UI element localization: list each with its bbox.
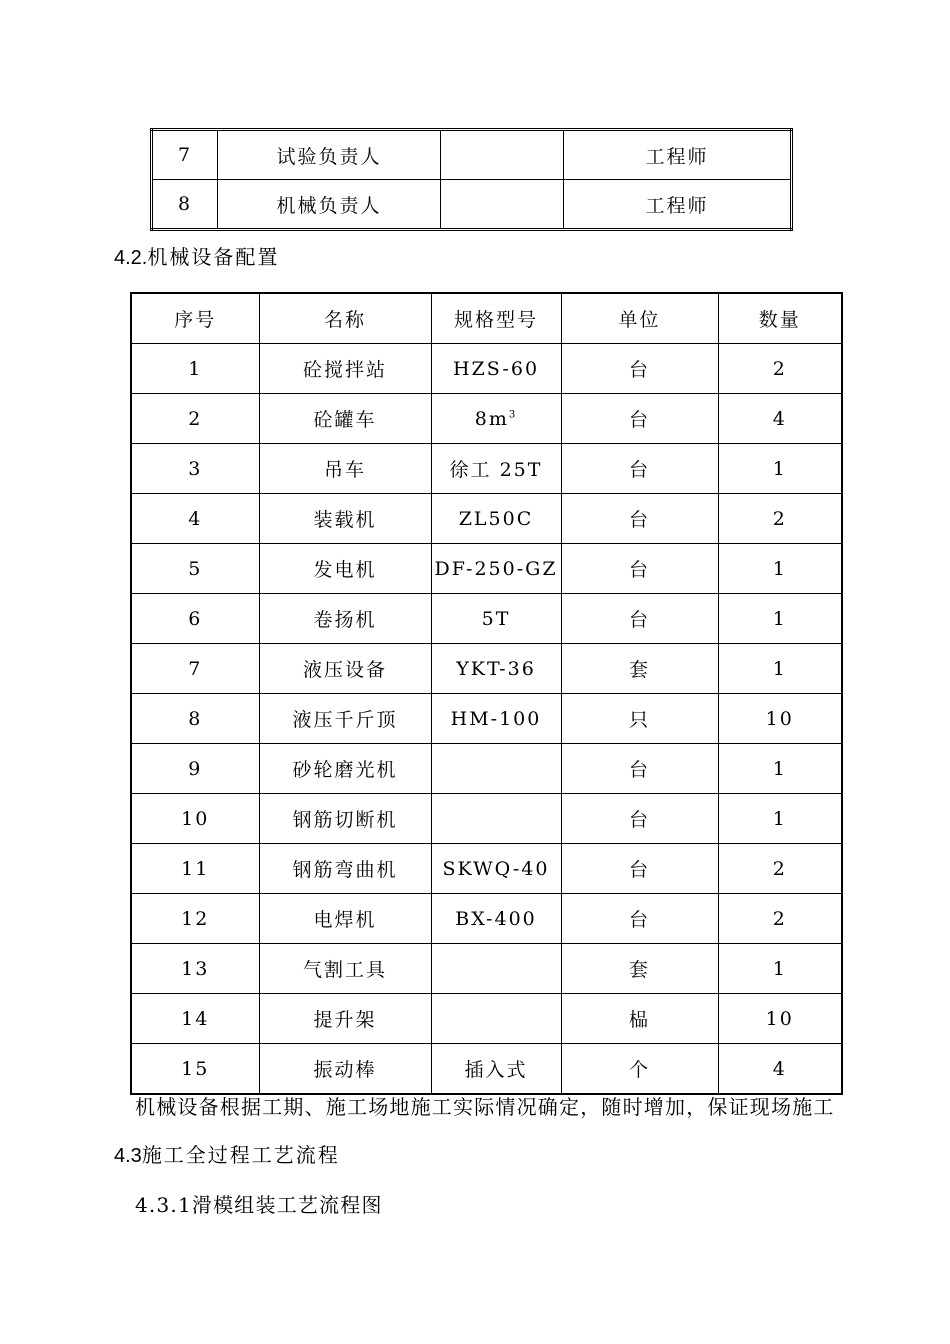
cell-qty: 1 [718,794,842,844]
cell-spec [431,994,561,1044]
table-row [152,130,792,180]
personnel-name [441,180,564,230]
cell-no: 5 [131,544,259,594]
cell-unit: 台 [561,494,718,544]
section-heading-4-2 [114,241,279,270]
subsection-heading-4-3-1: 4.3.1滑模组装工艺流程图 [135,1193,383,1217]
cell-qty: 1 [718,544,842,594]
header-cell-unit: 单位 [561,293,718,344]
cell-unit: 台 [561,444,718,494]
cell-spec: YKT-36 [431,644,561,694]
header-cell-no: 序号 [131,293,259,344]
cell-qty: 1 [718,744,842,794]
cell-spec: SKWQ-40 [431,844,561,894]
table-row [131,644,842,694]
table-row [131,994,842,1044]
cell-no: 10 [131,794,259,844]
cell-name: 砂轮磨光机 [259,744,431,794]
equipment-table [130,292,843,1095]
table-row [131,794,842,844]
cell-spec [431,744,561,794]
cell-qty: 1 [718,644,842,694]
cell-qty: 2 [718,894,842,944]
table-row [131,344,842,394]
table-row [131,444,842,494]
cell-spec: HZS-60 [431,344,561,394]
personnel-name [441,130,564,180]
section-heading-4-3 [114,1139,340,1168]
cell-name: 砼搅拌站 [259,344,431,394]
cell-qty: 2 [718,494,842,544]
cell-unit: 套 [561,944,718,994]
cell-unit: 个 [561,1044,718,1095]
cell-spec: DF-250-GZ [431,544,561,594]
cell-unit: 台 [561,794,718,844]
cell-name: 吊车 [259,444,431,494]
cell-no: 8 [131,694,259,744]
personnel-title: 工程师 [564,180,792,230]
cell-qty: 10 [718,994,842,1044]
table-row [131,894,842,944]
cell-no: 2 [131,394,259,444]
table-row [131,944,842,994]
header-cell-qty: 数量 [718,293,842,344]
personnel-table [150,128,793,231]
table-row [131,494,842,544]
cell-spec [431,794,561,844]
cell-no: 14 [131,994,259,1044]
equipment-table-body [131,293,842,1094]
cell-unit: 只 [561,694,718,744]
cell-spec: BX-400 [431,894,561,944]
equipment-note: 机械设备根据工期、施工场地施工实际情况确定，随时增加，保证现场施工 [135,1095,835,1119]
cell-unit: 台 [561,744,718,794]
cell-spec: HM-100 [431,694,561,744]
cell-unit: 台 [561,594,718,644]
cell-name: 装载机 [259,494,431,544]
table-row [152,180,792,230]
cell-name: 电焊机 [259,894,431,944]
cell-name: 钢筋弯曲机 [259,844,431,894]
cell-name: 提升架 [259,994,431,1044]
personnel-title: 工程师 [564,130,792,180]
cell-no: 3 [131,444,259,494]
spec-base: 8m [474,407,509,430]
cell-no: 4 [131,494,259,544]
personnel-no: 7 [152,130,218,180]
section-number: 4.2. [114,247,148,269]
cell-name: 发电机 [259,544,431,594]
cell-name: 砼罐车 [259,394,431,444]
section-title: 施工全过程工艺流程 [141,1143,340,1167]
cell-name: 振动棒 [259,1044,431,1095]
cell-no: 7 [131,644,259,694]
cell-unit: 台 [561,344,718,394]
cell-name: 液压设备 [259,644,431,694]
cell-unit: 台 [561,394,718,444]
header-cell-spec: 规格型号 [431,293,561,344]
cell-name: 卷扬机 [259,594,431,644]
cell-name: 气割工具 [259,944,431,994]
table-row [131,594,842,644]
cell-qty: 4 [718,394,842,444]
cell-unit: 套 [561,644,718,694]
section-number: 4.3 [114,1145,142,1167]
cell-name: 液压千斤顶 [259,694,431,744]
cell-spec: 徐工 25T [431,444,561,494]
cell-spec [431,394,561,444]
cell-no: 12 [131,894,259,944]
cell-qty: 1 [718,444,842,494]
cell-qty: 2 [718,344,842,394]
table-row [131,744,842,794]
table-row [131,844,842,894]
cell-qty: 4 [718,1044,842,1095]
spec-superscript: 3 [508,409,518,421]
table-row [131,694,842,744]
cell-spec: 插入式 [431,1044,561,1095]
cell-unit: 台 [561,544,718,594]
personnel-role: 试验负责人 [218,130,441,180]
cell-no: 13 [131,944,259,994]
cell-name: 钢筋切断机 [259,794,431,844]
table-row [131,544,842,594]
cell-unit: 榀 [561,994,718,1044]
cell-qty: 1 [718,944,842,994]
cell-no: 11 [131,844,259,894]
table-row [131,394,842,444]
cell-no: 15 [131,1044,259,1095]
table-row [131,1044,842,1095]
table-header-row [131,293,842,344]
cell-spec [431,944,561,994]
cell-unit: 台 [561,844,718,894]
cell-no: 6 [131,594,259,644]
section-title: 机械设备配置 [147,245,280,269]
cell-spec: ZL50C [431,494,561,544]
cell-no: 1 [131,344,259,394]
cell-unit: 台 [561,894,718,944]
cell-spec: 5T [431,594,561,644]
cell-qty: 2 [718,844,842,894]
personnel-role: 机械负责人 [218,180,441,230]
cell-qty: 1 [718,594,842,644]
cell-no: 9 [131,744,259,794]
header-cell-name: 名称 [259,293,431,344]
personnel-no: 8 [152,180,218,230]
cell-qty: 10 [718,694,842,744]
